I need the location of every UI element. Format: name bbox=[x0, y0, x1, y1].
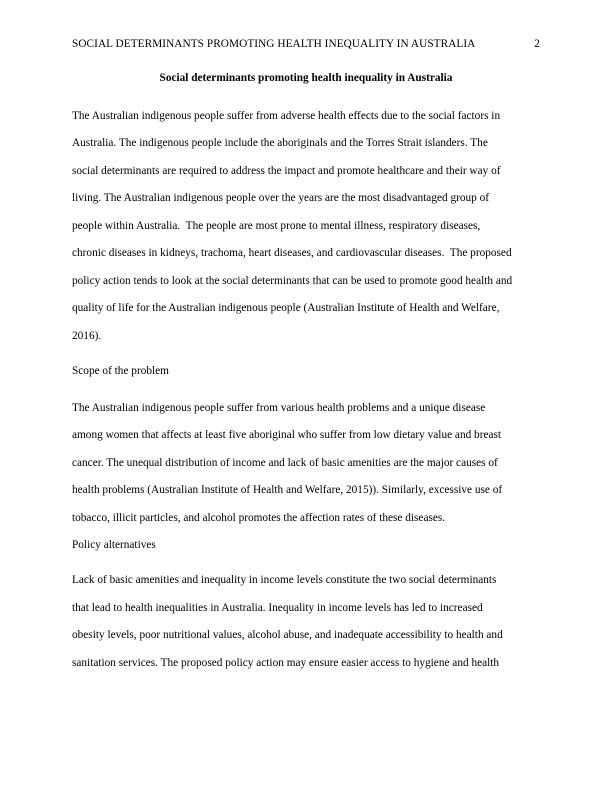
paragraph-3-line: Lack of basic amenities and inequality in income levels constitute the two social determinants bbox=[72, 574, 497, 586]
paragraph-1-line: Australia. The indigenous people include the aboriginals and the Torres Strait islanders. The bbox=[72, 137, 488, 149]
section-heading-scope: Scope of the problem bbox=[72, 365, 169, 377]
section-heading-policy: Policy alternatives bbox=[72, 539, 156, 551]
paragraph-1-line: people within Australia. The people are most prone to mental illness, respiratory diseases, bbox=[72, 220, 481, 232]
paragraph-1-line: policy action tends to look at the social determinants that can be used to promote good health and bbox=[72, 275, 513, 287]
running-title: SOCIAL DETERMINANTS PROMOTING HEALTH INEQUALITY IN AUSTRALIA bbox=[72, 38, 476, 50]
paragraph-1-line: chronic diseases in kidneys, trachoma, heart diseases, and cardiovascular diseases. The proposed bbox=[72, 247, 512, 259]
paragraph-2-line: cancer. The unequal distribution of income and lack of basic amenities are the major causes of bbox=[72, 457, 498, 469]
paragraph-3-line: that lead to health inequalities in Australia. Inequality in income levels has led to increased bbox=[72, 602, 483, 614]
paragraph-1-line: quality of life for the Australian indigenous people (Australian Institute of Health and Welfare, bbox=[72, 302, 500, 314]
paragraph-2-line: among women that affects at least five aboriginal who suffer from low dietary value and breast bbox=[72, 429, 502, 441]
document-title: Social determinants promoting health inequality in Australia bbox=[159, 72, 453, 84]
paragraph-2-line: The Australian indigenous people suffer from various health problems and a unique disease bbox=[72, 402, 486, 414]
page-number: 2 bbox=[534, 38, 540, 50]
paragraph-1-line: The Australian indigenous people suffer from adverse health effects due to the social factors in bbox=[72, 110, 501, 122]
paragraph-1-line: social determinants are required to address the impact and promote healthcare and their way of bbox=[72, 165, 501, 177]
paragraph-3-line: obesity levels, poor nutritional values, alcohol abuse, and inadequate accessibility to health and bbox=[72, 629, 503, 641]
paragraph-2-line: health problems (Australian Institute of Health and Welfare, 2015)). Similarly, excessive use of bbox=[72, 484, 503, 496]
paragraph-1-line: 2016). bbox=[72, 330, 102, 342]
paragraph-3-line: sanitation services. The proposed policy action may ensure easier access to hygiene and health bbox=[72, 657, 500, 669]
paragraph-2-line: tobacco, illicit particles, and alcohol promotes the affection rates of these diseases. bbox=[72, 512, 446, 524]
paragraph-1-line: living. The Australian indigenous people over the years are the most disadvantaged group of bbox=[72, 192, 490, 204]
